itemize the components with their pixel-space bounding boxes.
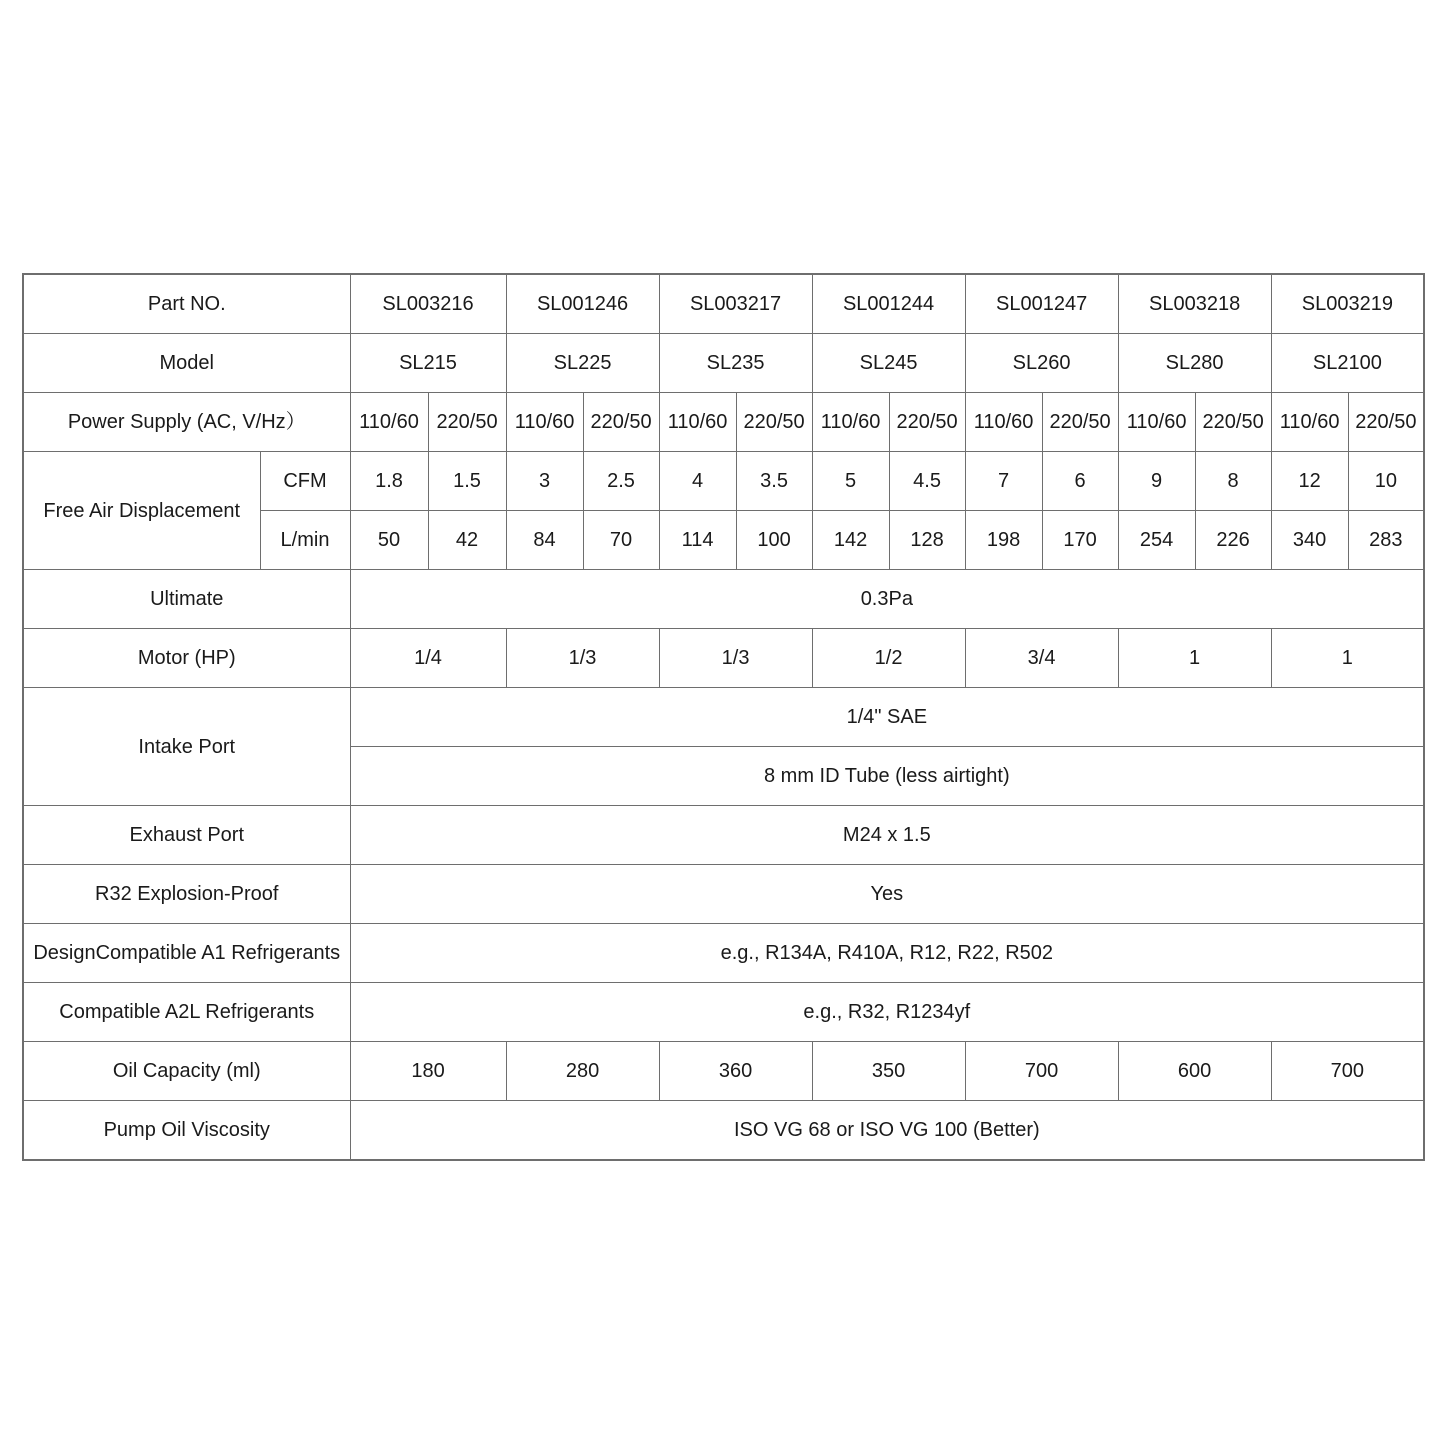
cfm-cell: 4	[659, 452, 736, 511]
power-supply-cell: 220/50	[1042, 393, 1118, 452]
cfm-row	[23, 452, 1424, 511]
lmin-cell: 254	[1118, 511, 1195, 570]
power-supply-row	[23, 393, 1424, 452]
lmin-cell: 128	[889, 511, 965, 570]
model-label: Model	[23, 334, 350, 393]
free-air-label: Free Air Displacement	[23, 452, 260, 570]
cfm-cell: 3.5	[736, 452, 812, 511]
oil-capacity-cell: 280	[506, 1042, 659, 1101]
r32-row	[23, 865, 1424, 924]
motor-cell: 1/2	[812, 629, 965, 688]
exhaust-port-value: M24 x 1.5	[350, 806, 1424, 865]
oil-capacity-row	[23, 1042, 1424, 1101]
oil-capacity-cell: 350	[812, 1042, 965, 1101]
lmin-cell: 170	[1042, 511, 1118, 570]
lmin-cell: 283	[1348, 511, 1424, 570]
power-supply-cell: 220/50	[889, 393, 965, 452]
motor-row	[23, 629, 1424, 688]
model-cell: SL2100	[1271, 334, 1424, 393]
oil-capacity-cell: 700	[1271, 1042, 1424, 1101]
oil-viscosity-label: Pump Oil Viscosity	[23, 1101, 350, 1161]
oil-capacity-cell: 600	[1118, 1042, 1271, 1101]
intake-port-row	[23, 688, 1424, 747]
cfm-cell: 10	[1348, 452, 1424, 511]
oil-viscosity-row	[23, 1101, 1424, 1161]
a2l-refrigerants-value: e.g., R32, R1234yf	[350, 983, 1424, 1042]
model-cell: SL225	[506, 334, 659, 393]
lmin-cell: 226	[1195, 511, 1271, 570]
model-cell: SL260	[965, 334, 1118, 393]
power-supply-cell: 220/50	[428, 393, 506, 452]
cfm-cell: 2.5	[583, 452, 659, 511]
ultimate-value: 0.3Pa	[350, 570, 1424, 629]
lmin-cell: 42	[428, 511, 506, 570]
lmin-cell: 70	[583, 511, 659, 570]
motor-cell: 1/4	[350, 629, 506, 688]
r32-value: Yes	[350, 865, 1424, 924]
lmin-cell: 142	[812, 511, 889, 570]
oil-viscosity-value: ISO VG 68 or ISO VG 100 (Better)	[350, 1101, 1424, 1161]
model-row	[23, 334, 1424, 393]
part-no-cell: SL001246	[506, 274, 659, 334]
lmin-label: L/min	[260, 511, 350, 570]
intake-port-value: 1/4" SAE	[350, 688, 1424, 747]
oil-capacity-cell: 360	[659, 1042, 812, 1101]
lmin-cell: 114	[659, 511, 736, 570]
cfm-cell: 7	[965, 452, 1042, 511]
cfm-cell: 4.5	[889, 452, 965, 511]
spec-table	[22, 273, 1425, 1161]
motor-cell: 3/4	[965, 629, 1118, 688]
lmin-cell: 100	[736, 511, 812, 570]
cfm-cell: 9	[1118, 452, 1195, 511]
part-no-cell: SL003216	[350, 274, 506, 334]
model-cell: SL280	[1118, 334, 1271, 393]
power-supply-cell: 110/60	[506, 393, 583, 452]
lmin-cell: 84	[506, 511, 583, 570]
power-supply-cell: 220/50	[1348, 393, 1424, 452]
part-no-label: Part NO.	[23, 274, 350, 334]
power-supply-label: Power Supply (AC, V/Hz）	[23, 393, 350, 452]
r32-label: R32 Explosion-Proof	[23, 865, 350, 924]
motor-cell: 1	[1271, 629, 1424, 688]
model-cell: SL245	[812, 334, 965, 393]
ultimate-label: Ultimate	[23, 570, 350, 629]
a2l-refrigerants-label: Compatible A2L Refrigerants	[23, 983, 350, 1042]
cfm-cell: 6	[1042, 452, 1118, 511]
motor-cell: 1	[1118, 629, 1271, 688]
cfm-cell: 8	[1195, 452, 1271, 511]
part-no-row	[23, 274, 1424, 334]
a1-refrigerants-value: e.g., R134A, R410A, R12, R22, R502	[350, 924, 1424, 983]
motor-label: Motor (HP)	[23, 629, 350, 688]
model-cell: SL215	[350, 334, 506, 393]
part-no-cell: SL001247	[965, 274, 1118, 334]
part-no-cell: SL003218	[1118, 274, 1271, 334]
power-supply-cell: 220/50	[583, 393, 659, 452]
cfm-cell: 3	[506, 452, 583, 511]
cfm-cell: 1.5	[428, 452, 506, 511]
power-supply-cell: 110/60	[350, 393, 428, 452]
intake-port-label: Intake Port	[23, 688, 350, 806]
motor-cell: 1/3	[659, 629, 812, 688]
a2l-refrigerants-row	[23, 983, 1424, 1042]
cfm-cell: 1.8	[350, 452, 428, 511]
ultimate-row	[23, 570, 1424, 629]
cfm-label: CFM	[260, 452, 350, 511]
power-supply-cell: 220/50	[736, 393, 812, 452]
lmin-cell: 50	[350, 511, 428, 570]
power-supply-cell: 110/60	[812, 393, 889, 452]
power-supply-cell: 110/60	[1271, 393, 1348, 452]
lmin-cell: 340	[1271, 511, 1348, 570]
exhaust-port-label: Exhaust Port	[23, 806, 350, 865]
power-supply-cell: 110/60	[1118, 393, 1195, 452]
lmin-cell: 198	[965, 511, 1042, 570]
part-no-cell: SL003217	[659, 274, 812, 334]
oil-capacity-cell: 180	[350, 1042, 506, 1101]
exhaust-port-row	[23, 806, 1424, 865]
a1-refrigerants-label: DesignCompatible A1 Refrigerants	[23, 924, 350, 983]
intake-port-value: 8 mm ID Tube (less airtight)	[350, 747, 1424, 806]
model-cell: SL235	[659, 334, 812, 393]
part-no-cell: SL003219	[1271, 274, 1424, 334]
power-supply-cell: 110/60	[659, 393, 736, 452]
cfm-cell: 5	[812, 452, 889, 511]
part-no-cell: SL001244	[812, 274, 965, 334]
power-supply-cell: 110/60	[965, 393, 1042, 452]
oil-capacity-label: Oil Capacity (ml)	[23, 1042, 350, 1101]
a1-refrigerants-row	[23, 924, 1424, 983]
oil-capacity-cell: 700	[965, 1042, 1118, 1101]
power-supply-cell: 220/50	[1195, 393, 1271, 452]
cfm-cell: 12	[1271, 452, 1348, 511]
motor-cell: 1/3	[506, 629, 659, 688]
